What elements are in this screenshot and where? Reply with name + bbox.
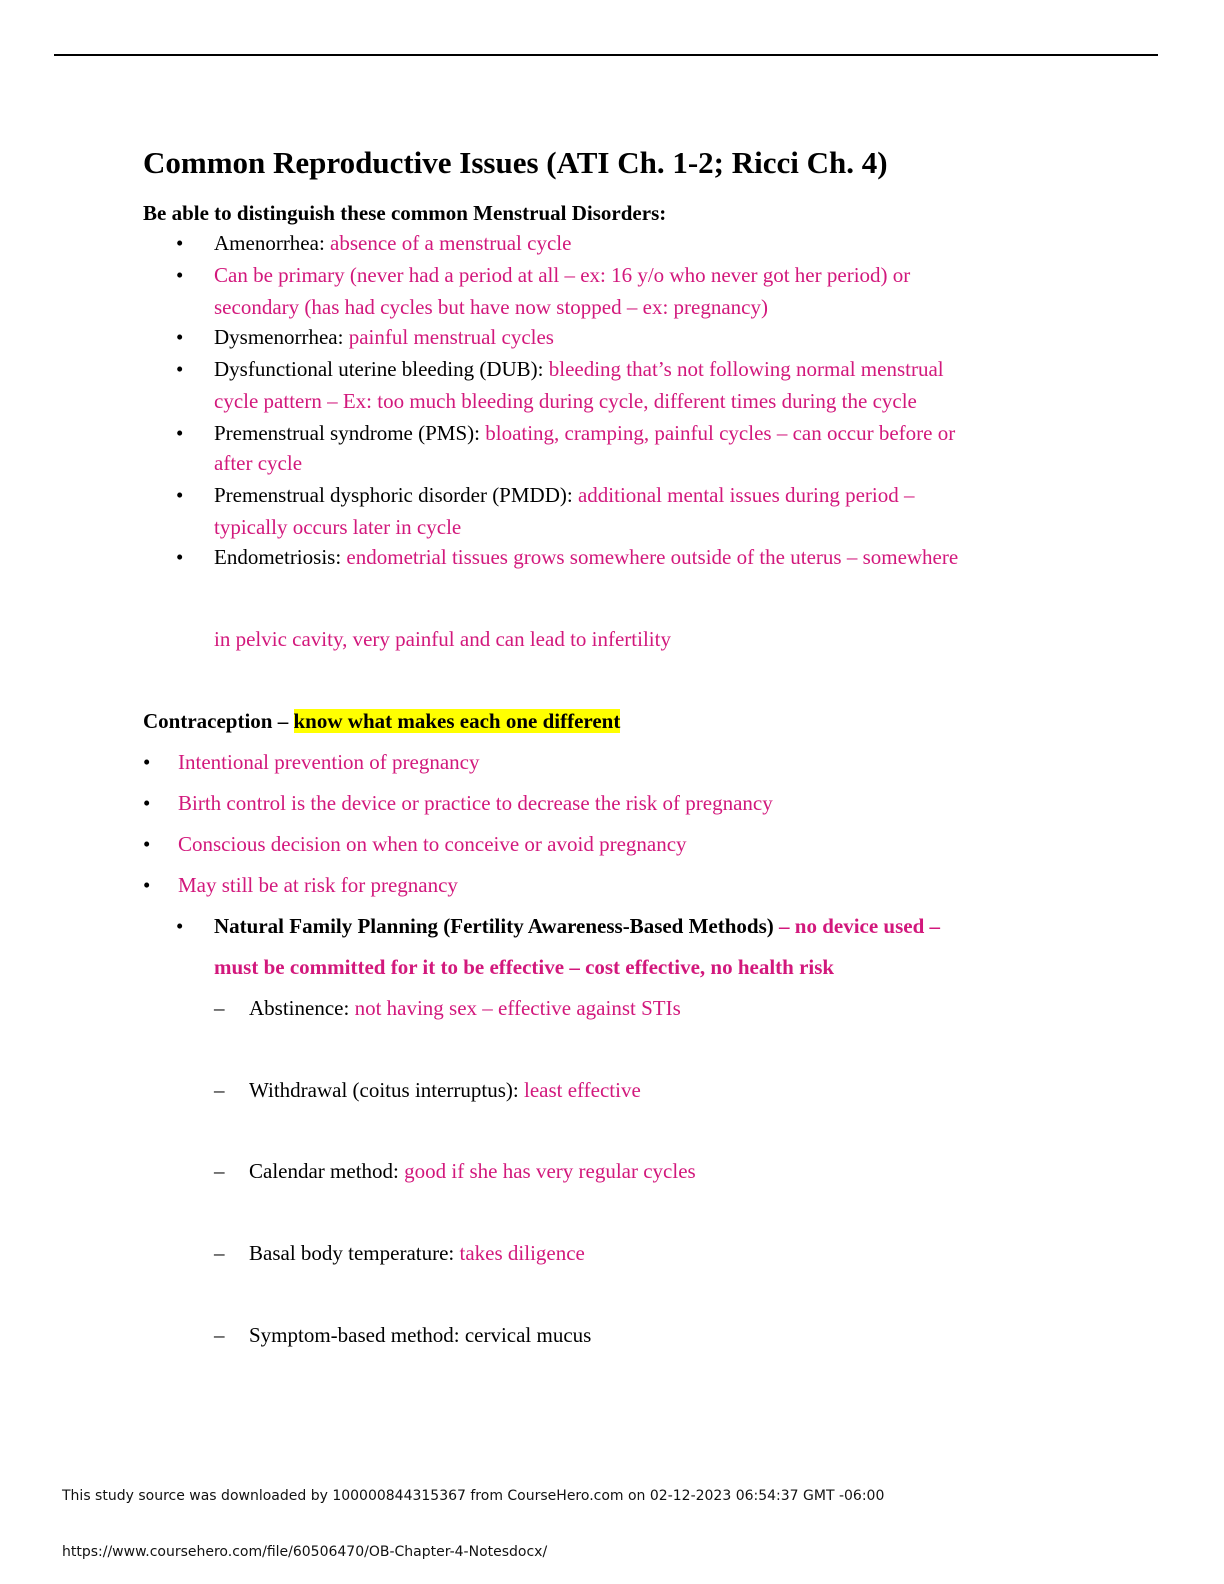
- nfp-item: [214, 911, 940, 941]
- method-definition: good if she has very regular cycles: [404, 1159, 696, 1183]
- list-item: May still be at risk for pregnancy: [178, 873, 458, 897]
- term: Endometriosis:: [214, 545, 342, 569]
- menstrual-heading: Be able to distinguish these common Menstrual Disorders:: [143, 201, 667, 225]
- list-item: [214, 228, 571, 258]
- method-term: Abstinence:: [249, 996, 350, 1020]
- bullet-icon: •: [143, 873, 151, 897]
- bullet-icon: •: [176, 914, 184, 938]
- method-definition: takes diligence: [459, 1241, 585, 1265]
- list-item-continuation: typically occurs later in cycle: [214, 515, 462, 539]
- nfp-definition: – no device used –: [779, 914, 941, 938]
- list-item: [214, 480, 914, 510]
- list-item-continuation: in pelvic cavity, very painful and can lead to infertility: [214, 627, 671, 651]
- list-item: Can be primary (never had a period at all – ex: 16 y/o who never got her period) or: [214, 263, 911, 287]
- method-definition: least effective: [524, 1078, 641, 1102]
- definition: endometrial tissues grows somewhere outside of the uterus – somewhere: [346, 545, 959, 569]
- bullet-icon: •: [143, 791, 151, 815]
- definition: painful menstrual cycles: [348, 325, 554, 349]
- term: Dysfunctional uterine bleeding (DUB):: [214, 357, 544, 381]
- dash-icon: –: [214, 1241, 225, 1265]
- dash-icon: –: [214, 1159, 225, 1183]
- source-url[interactable]: https://www.coursehero.com/file/60506470/OB-Chapter-4-Notesdocx/: [62, 1544, 548, 1560]
- list-item: [214, 542, 958, 572]
- definition: absence of a menstrual cycle: [330, 231, 572, 255]
- download-notice: This study source was downloaded by 100000844315367 from CourseHero.com on 02-12-2023 06:54:37 GMT -06:00: [62, 1488, 885, 1504]
- list-item: [214, 354, 944, 384]
- bullet-icon: •: [176, 483, 184, 507]
- bullet-icon: •: [176, 263, 184, 287]
- bullet-icon: •: [176, 357, 184, 381]
- term: Premenstrual dysphoric disorder (PMDD):: [214, 483, 573, 507]
- list-item: Intentional prevention of pregnancy: [178, 750, 480, 774]
- page-title: Common Reproductive Issues (ATI Ch. 1-2; Ricci Ch. 4): [143, 145, 888, 180]
- highlighted-text: know what makes each one different: [293, 709, 621, 733]
- dash-icon: –: [214, 1078, 225, 1102]
- heading-text: Contraception –: [143, 709, 289, 733]
- nfp-term: Natural Family Planning (Fertility Awareness-Based Methods): [214, 914, 774, 938]
- bullet-icon: •: [143, 750, 151, 774]
- list-item: Conscious decision on when to conceive or avoid pregnancy: [178, 832, 687, 856]
- method-item: [249, 993, 681, 1023]
- method-term: Calendar method:: [249, 1159, 399, 1183]
- list-item: Birth control is the device or practice to decrease the risk of pregnancy: [178, 791, 773, 815]
- method-term: Withdrawal (coitus interruptus):: [249, 1078, 519, 1102]
- method-item: Symptom-based method: cervical mucus: [249, 1323, 592, 1347]
- bullet-icon: •: [176, 421, 184, 445]
- list-item-continuation: secondary (has had cycles but have now stopped – ex: pregnancy): [214, 295, 768, 319]
- dash-icon: –: [214, 996, 225, 1020]
- list-item-continuation: cycle pattern – Ex: too much bleeding during cycle, different times during the cycle: [214, 389, 917, 413]
- list-item: [214, 418, 955, 448]
- bullet-icon: •: [143, 832, 151, 856]
- method-term: Basal body temperature:: [249, 1241, 455, 1265]
- top-rule: [54, 54, 1158, 56]
- term: Premenstrual syndrome (PMS):: [214, 421, 480, 445]
- method-definition: not having sex – effective against STIs: [354, 996, 681, 1020]
- bullet-icon: •: [176, 231, 184, 255]
- dash-icon: –: [214, 1323, 225, 1347]
- list-item: [214, 322, 554, 352]
- list-item-continuation: after cycle: [214, 451, 303, 475]
- bullet-icon: •: [176, 545, 184, 569]
- bullet-icon: •: [176, 325, 184, 349]
- method-item: [249, 1156, 696, 1186]
- term: Amenorrhea:: [214, 231, 325, 255]
- definition: bloating, cramping, painful cycles – can occur before or: [485, 421, 956, 445]
- method-item: [249, 1075, 641, 1105]
- term: Dysmenorrhea:: [214, 325, 344, 349]
- definition: bleeding that’s not following normal menstrual: [548, 357, 944, 381]
- nfp-continuation: must be committed for it to be effective – cost effective, no health risk: [214, 955, 835, 979]
- definition: additional mental issues during period –: [577, 483, 915, 507]
- contraception-heading: [143, 706, 620, 736]
- method-item: [249, 1238, 585, 1268]
